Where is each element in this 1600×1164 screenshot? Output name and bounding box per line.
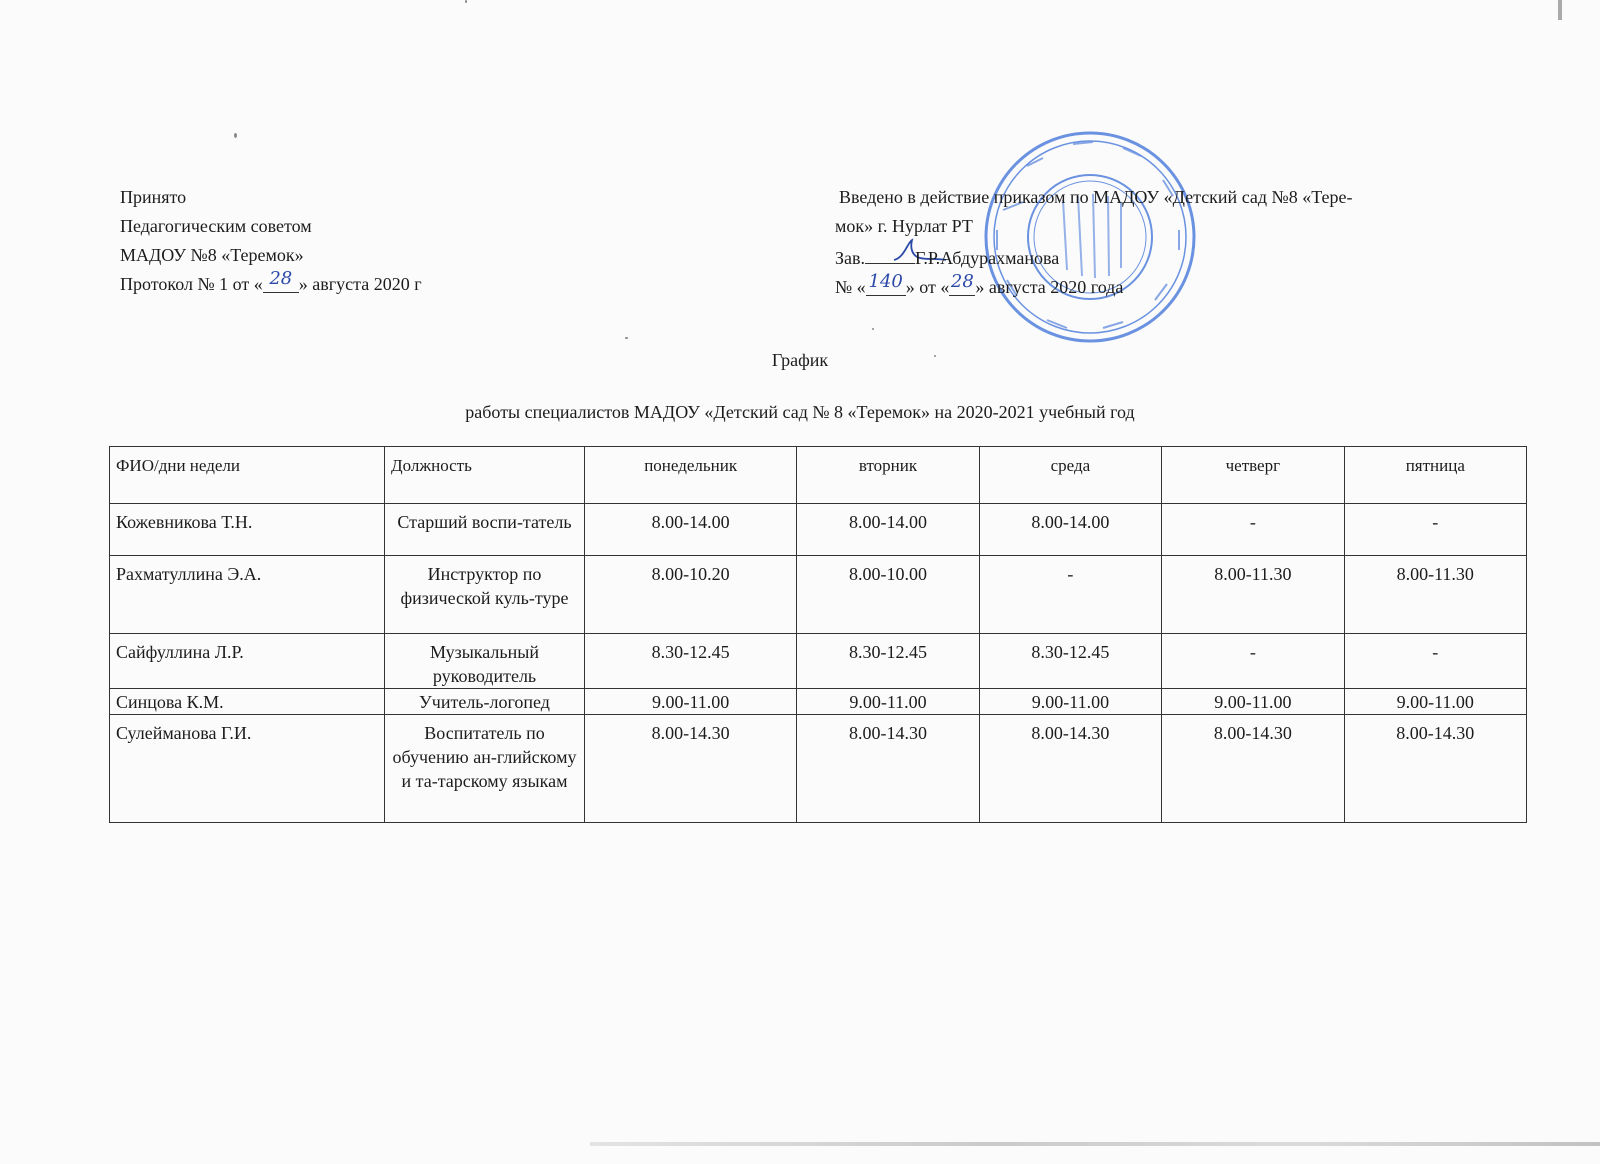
approval-left-line3: МАДОУ №8 «Теремок» xyxy=(120,245,304,265)
cell-name: Рахматуллина Э.А. xyxy=(110,556,385,634)
protocol-prefix: Протокол № 1 от « xyxy=(120,274,263,294)
order-number-field xyxy=(866,273,906,296)
table-row xyxy=(110,715,1527,823)
cell-name: Кожевникова Т.Н. xyxy=(110,504,385,556)
cell-tuesday: 8.00-10.00 xyxy=(797,556,979,634)
header-friday: пятница xyxy=(1344,447,1526,504)
order-day-handwritten: 28 xyxy=(950,271,974,292)
protocol-suffix: » августа 2020 г xyxy=(298,274,422,294)
order-suffix: » августа 2020 года xyxy=(975,277,1124,297)
speck xyxy=(934,355,936,357)
cell-friday: 8.00-14.30 xyxy=(1344,715,1526,823)
cell-name: Синцова К.М. xyxy=(110,689,385,715)
header-name: ФИО/дни недели xyxy=(110,447,385,504)
cell-position: Старший воспи-татель xyxy=(385,504,585,556)
document-title: График xyxy=(771,350,829,370)
cell-wednesday: 8.00-14.00 xyxy=(979,504,1161,556)
cell-friday: - xyxy=(1344,634,1526,689)
approval-right-line1: Введено в действие приказом по МАДОУ «Детский сад №8 «Тере- xyxy=(839,187,1353,207)
head-signature-field xyxy=(865,241,915,264)
head-line xyxy=(835,241,1505,273)
scan-edge-artifact xyxy=(590,1142,1600,1146)
order-number-handwritten: 140 xyxy=(868,271,903,292)
cell-monday: 9.00-11.00 xyxy=(585,689,797,715)
cell-position: Воспитатель по обучению ан-глийскому и та-тарскому языкам xyxy=(385,715,585,823)
approval-block-left xyxy=(120,183,422,299)
cell-monday: 8.00-14.30 xyxy=(585,715,797,823)
head-prefix: Зав. xyxy=(835,248,866,268)
cell-position: Музыкальный руководитель xyxy=(385,634,585,689)
cell-wednesday: - xyxy=(979,556,1161,634)
cell-tuesday: 8.00-14.00 xyxy=(797,504,979,556)
approval-right-line2: мок» г. Нурлат РТ xyxy=(835,216,973,236)
order-mid: » от « xyxy=(905,277,950,297)
document-subtitle: работы специалистов МАДОУ «Детский сад № 8 «Теремок» на 2020-2021 учебный год xyxy=(465,402,1135,422)
header-wednesday: среда xyxy=(979,447,1161,504)
order-line xyxy=(835,273,1505,302)
approval-block-right xyxy=(835,183,1505,302)
schedule-table xyxy=(109,446,1527,823)
cell-thursday: 9.00-11.00 xyxy=(1162,689,1344,715)
speck xyxy=(465,0,467,3)
table-row xyxy=(110,689,1527,715)
cell-monday: 8.00-10.20 xyxy=(585,556,797,634)
cell-name: Сайфуллина Л.Р. xyxy=(110,634,385,689)
speck xyxy=(625,337,628,339)
cell-wednesday: 8.30-12.45 xyxy=(979,634,1161,689)
cell-tuesday: 8.30-12.45 xyxy=(797,634,979,689)
order-prefix: № « xyxy=(835,277,866,297)
protocol-line xyxy=(120,270,422,299)
cell-monday: 8.30-12.45 xyxy=(585,634,797,689)
cell-tuesday: 9.00-11.00 xyxy=(797,689,979,715)
cell-friday: - xyxy=(1344,504,1526,556)
cell-thursday: 8.00-14.30 xyxy=(1162,715,1344,823)
cell-wednesday: 9.00-11.00 xyxy=(979,689,1161,715)
cell-name: Сулейманова Г.И. xyxy=(110,715,385,823)
speck xyxy=(872,328,874,330)
cell-position: Инструктор по физической куль-туре xyxy=(385,556,585,634)
speck xyxy=(234,133,237,138)
head-name: Г.Р.Абдурахманова xyxy=(915,248,1060,268)
protocol-day-field xyxy=(263,270,299,293)
cell-monday: 8.00-14.00 xyxy=(585,504,797,556)
cell-friday: 9.00-11.00 xyxy=(1344,689,1526,715)
approval-left-line1: Принято xyxy=(120,187,187,207)
table-row xyxy=(110,556,1527,634)
header-monday: понедельник xyxy=(585,447,797,504)
cell-friday: 8.00-11.30 xyxy=(1344,556,1526,634)
header-tuesday: вторник xyxy=(797,447,979,504)
order-day-field xyxy=(949,273,975,296)
header-position: Должность xyxy=(385,447,585,504)
cell-thursday: - xyxy=(1162,634,1344,689)
speck xyxy=(1558,0,1562,20)
protocol-day-handwritten: 28 xyxy=(269,268,293,289)
cell-wednesday: 8.00-14.30 xyxy=(979,715,1161,823)
cell-position: Учитель-логопед xyxy=(385,689,585,715)
table-header-row xyxy=(110,447,1527,504)
table-row xyxy=(110,504,1527,556)
cell-tuesday: 8.00-14.30 xyxy=(797,715,979,823)
cell-thursday: - xyxy=(1162,504,1344,556)
table-row xyxy=(110,634,1527,689)
approval-left-line2: Педагогическим советом xyxy=(120,216,312,236)
header-thursday: четверг xyxy=(1162,447,1344,504)
cell-thursday: 8.00-11.30 xyxy=(1162,556,1344,634)
